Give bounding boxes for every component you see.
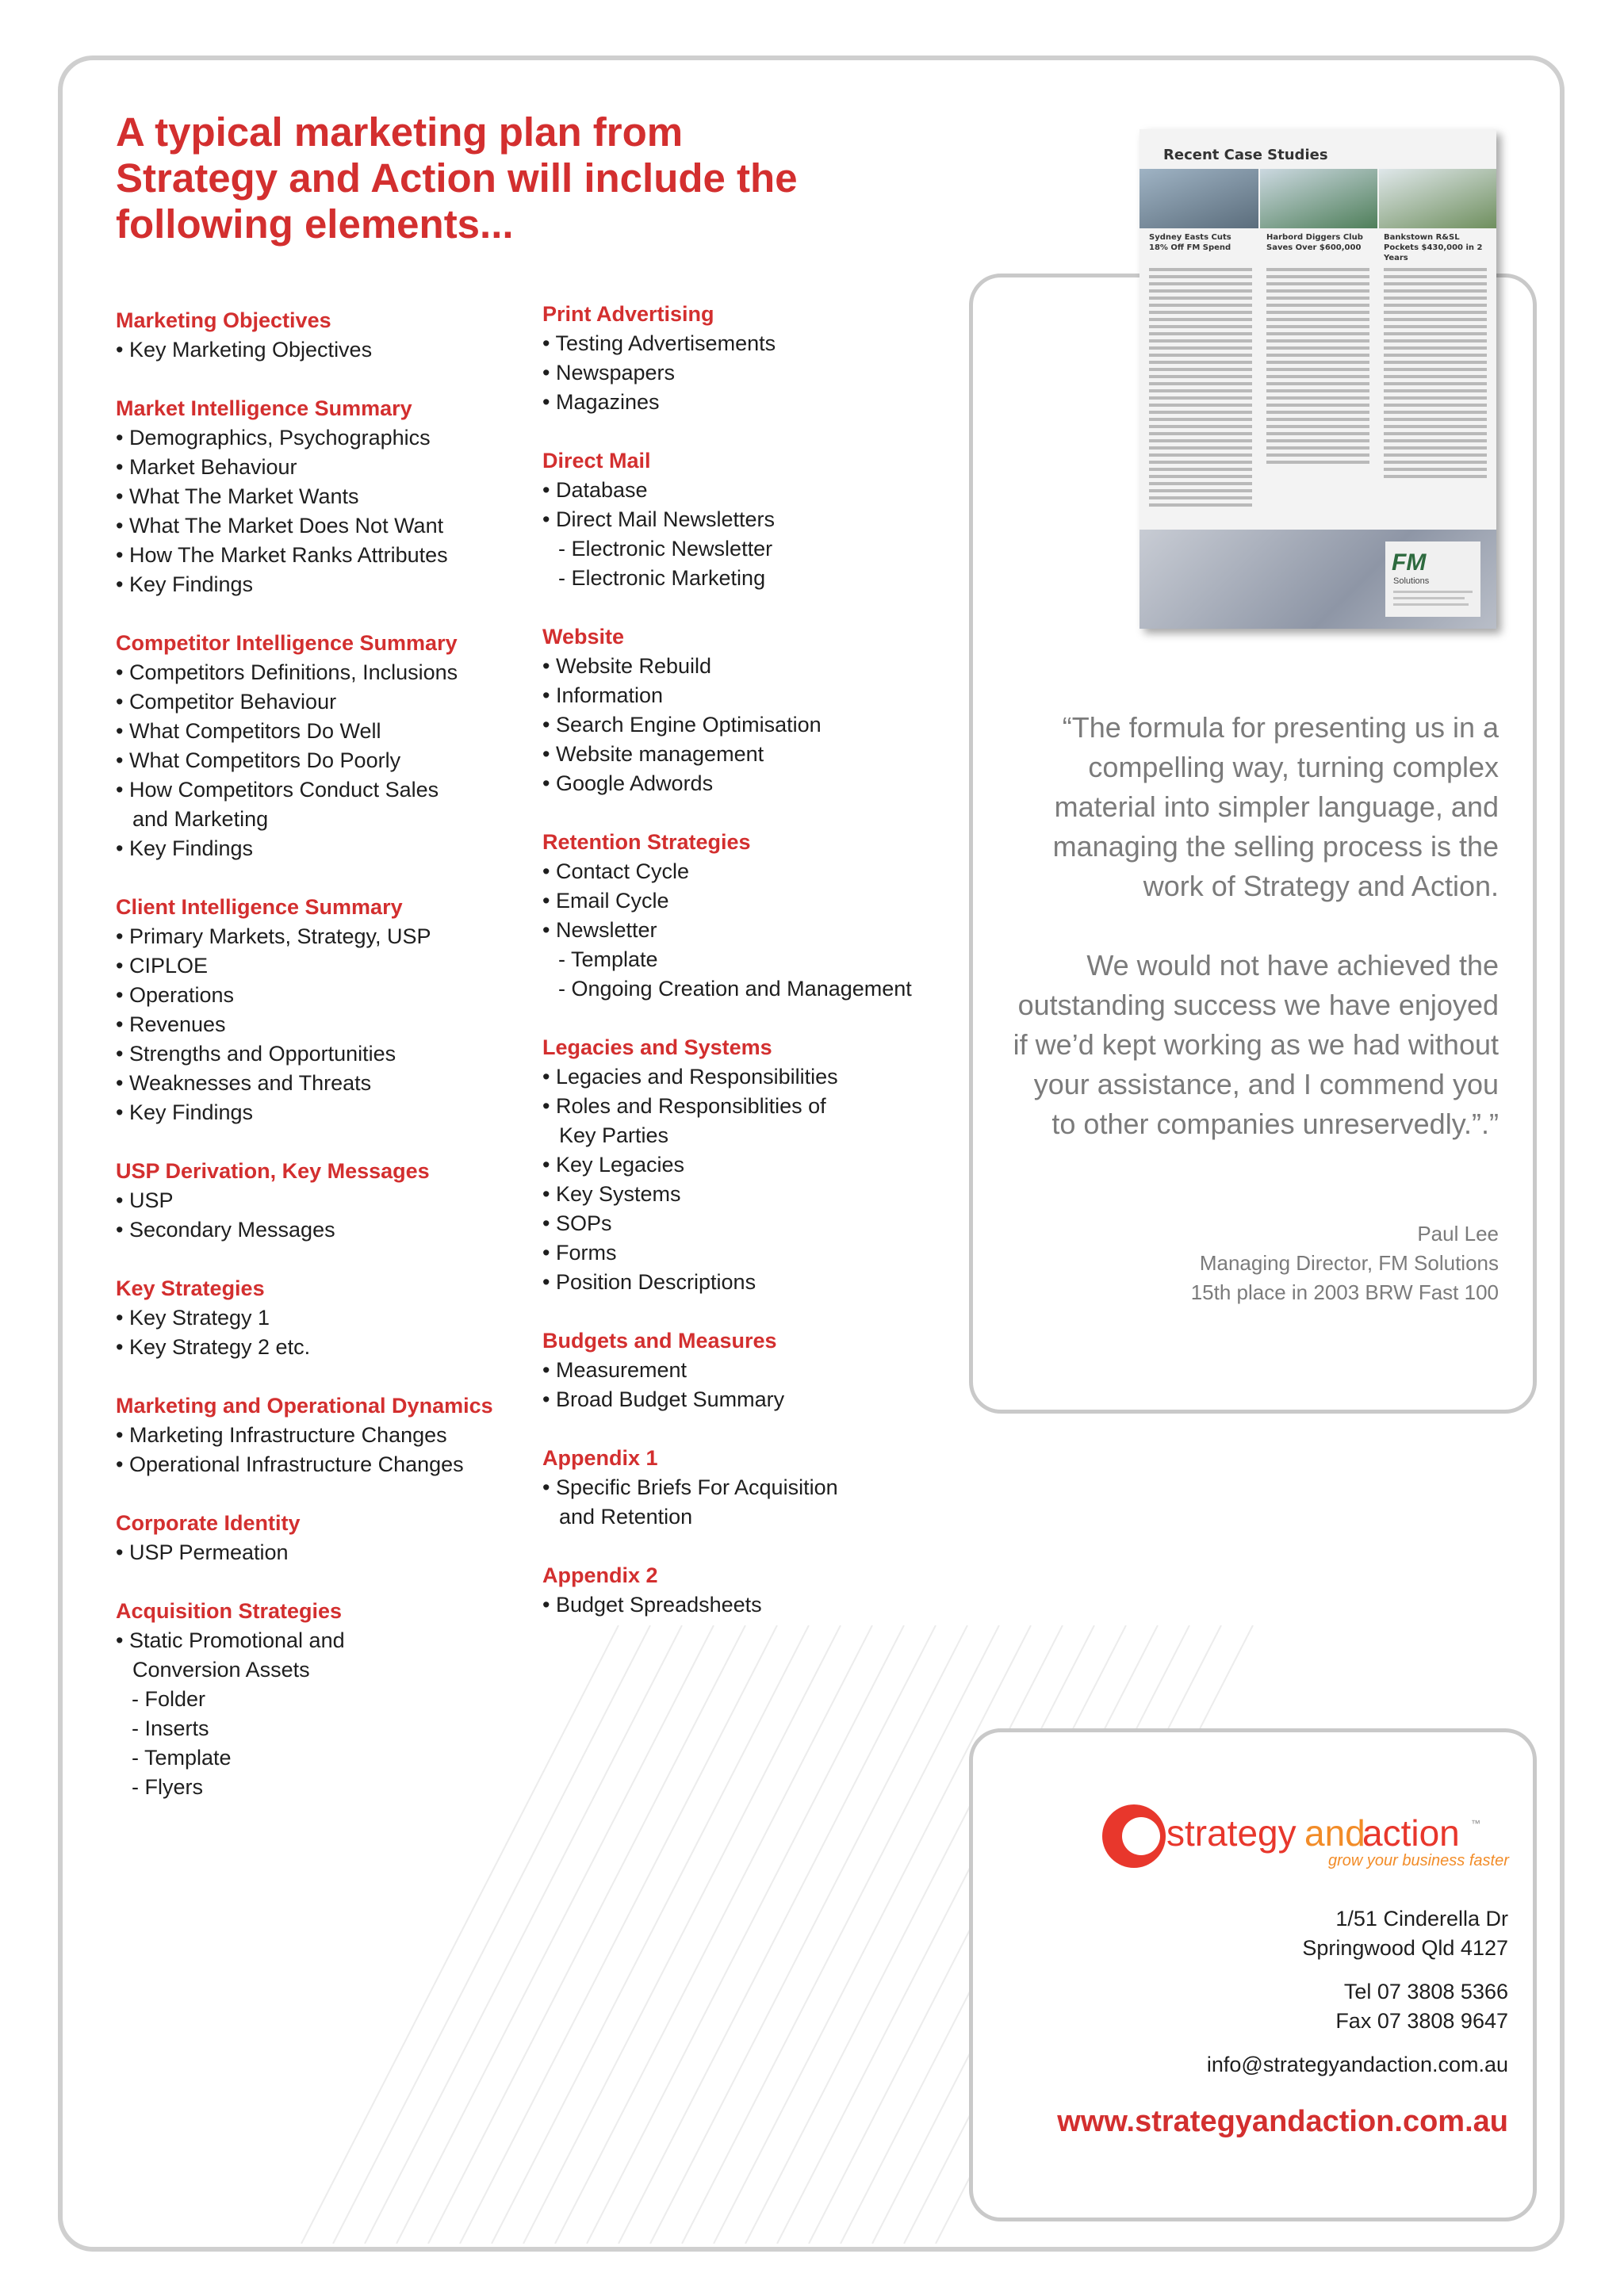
list-item: • What Competitors Do Poorly bbox=[116, 748, 401, 772]
section-corporate-identity bbox=[116, 1509, 528, 1567]
section-legacies-systems bbox=[542, 1033, 955, 1297]
logo-tagline: grow your business faster bbox=[1328, 1852, 1509, 1869]
list-item: - Flyers bbox=[132, 1775, 203, 1799]
logo-tm: ™ bbox=[1471, 1818, 1480, 1829]
list-item: • Key Systems bbox=[542, 1182, 681, 1206]
list-item: • What Competitors Do Well bbox=[116, 719, 381, 743]
logo-word-action: action bbox=[1362, 1812, 1460, 1854]
case-body-text bbox=[1149, 268, 1252, 511]
section-title: Competitor Intelligence Summary bbox=[116, 631, 458, 655]
list-item: - Template bbox=[132, 1746, 232, 1770]
list-item: • Primary Markets, Strategy, USP bbox=[116, 924, 431, 948]
section-title: Acquisition Strategies bbox=[116, 1599, 343, 1623]
left-column bbox=[116, 306, 528, 1831]
section-title: Appendix 2 bbox=[542, 1563, 658, 1587]
list-item: • Google Adwords bbox=[542, 771, 714, 795]
list-item: • Weaknesses and Threats bbox=[116, 1071, 372, 1095]
section-client-intelligence bbox=[116, 893, 528, 1127]
section-title: Print Advertising bbox=[542, 302, 714, 326]
section-competitor-intelligence bbox=[116, 629, 528, 863]
section-title: Website bbox=[542, 625, 625, 649]
case-headline: Bankstown R&SL Pockets $430,000 in 2 Years bbox=[1384, 233, 1483, 262]
strategyandaction-logo bbox=[1098, 1798, 1511, 1885]
photo-building-3 bbox=[1379, 169, 1496, 228]
list-item: • What The Market Wants bbox=[116, 484, 359, 508]
list-item: • Broad Budget Summary bbox=[542, 1387, 785, 1411]
list-item: • Static Promotional and bbox=[116, 1628, 345, 1652]
list-item: • Newsletter bbox=[542, 918, 657, 942]
list-item: • SOPs bbox=[542, 1211, 612, 1235]
section-appendix-2 bbox=[542, 1561, 955, 1620]
list-item: • Key Findings bbox=[116, 1100, 254, 1124]
list-item: • Secondary Messages bbox=[116, 1218, 335, 1242]
list-item: and Marketing bbox=[132, 807, 269, 831]
list-item: • Key Findings bbox=[116, 572, 254, 596]
list-item: • Website management bbox=[542, 742, 764, 766]
list-item: • Email Cycle bbox=[542, 889, 669, 913]
list-item: • Legacies and Responsibilities bbox=[542, 1065, 838, 1089]
list-item: • Specific Briefs For Acquisition bbox=[542, 1475, 838, 1499]
list-item: Key Parties bbox=[559, 1123, 669, 1147]
section-retention-strategies bbox=[542, 828, 955, 1004]
list-item: • Roles and Responsiblities of bbox=[542, 1094, 826, 1118]
case-headline: Sydney Easts Cuts 18% Off FM Spend bbox=[1149, 233, 1231, 252]
list-item: • Direct Mail Newsletters bbox=[542, 507, 776, 531]
list-item: • Budget Spreadsheets bbox=[542, 1593, 762, 1617]
list-item: • Newspapers bbox=[542, 361, 676, 385]
list-item: - Template bbox=[558, 947, 658, 971]
address-line-1: 1/51 Cinderella Dr bbox=[1335, 1907, 1508, 1931]
logo-word-strategy: strategy bbox=[1166, 1812, 1297, 1854]
list-item: • Key Strategy 1 bbox=[116, 1306, 270, 1330]
list-item: Conversion Assets bbox=[132, 1658, 310, 1682]
list-item: • Competitor Behaviour bbox=[116, 690, 337, 714]
section-print-advertising bbox=[542, 300, 955, 417]
section-title: Legacies and Systems bbox=[542, 1035, 772, 1059]
contact-details bbox=[1110, 1904, 1508, 2080]
list-item: • Key Marketing Objectives bbox=[116, 338, 373, 362]
address-line-2: Springwood Qld 4127 bbox=[1302, 1936, 1508, 1960]
section-budgets-measures bbox=[542, 1326, 955, 1414]
section-website bbox=[542, 622, 955, 798]
list-item: - Electronic Marketing bbox=[558, 566, 766, 590]
attribution-name: Paul Lee bbox=[1417, 1222, 1499, 1246]
section-title: Retention Strategies bbox=[542, 830, 751, 854]
case-headline: Harbord Diggers Club Saves Over $600,000 bbox=[1266, 233, 1363, 252]
list-item: • Key Strategy 2 etc. bbox=[116, 1335, 311, 1359]
page-title: A typical marketing plan from Strategy and Action will include the following elements... bbox=[116, 109, 798, 247]
section-appendix-1 bbox=[542, 1444, 955, 1532]
section-title: Corporate Identity bbox=[116, 1511, 301, 1535]
list-item: • Position Descriptions bbox=[542, 1270, 756, 1294]
case-body-text bbox=[1384, 268, 1487, 482]
quote-paragraph-1: “The formula for presenting us in a compelling way, turning complex material into simpler language, and managing the selling process is the work of Strategy and Action. bbox=[1052, 711, 1499, 902]
section-usp-derivation bbox=[116, 1157, 528, 1245]
middle-column bbox=[542, 300, 955, 1649]
attribution-note: 15th place in 2003 BRW Fast 100 bbox=[1190, 1280, 1499, 1304]
photo-building-1 bbox=[1139, 169, 1258, 228]
list-item: - Folder bbox=[132, 1687, 206, 1711]
list-item: • Search Engine Optimisation bbox=[542, 713, 822, 737]
list-item: • Competitors Definitions, Inclusions bbox=[116, 660, 458, 684]
fm-solutions-logo bbox=[1385, 541, 1480, 617]
fax-number: Fax 07 3808 9647 bbox=[1335, 2009, 1508, 2033]
testimonial-attribution bbox=[1007, 1219, 1499, 1307]
list-item: • Key Legacies bbox=[542, 1153, 685, 1177]
section-title: Appendix 1 bbox=[542, 1446, 658, 1470]
section-acquisition-strategies bbox=[116, 1597, 528, 1802]
section-market-intelligence bbox=[116, 394, 528, 599]
section-operational-dynamics bbox=[116, 1391, 528, 1479]
fm-logo-text: FM bbox=[1392, 549, 1427, 576]
fm-logo-sub: Solutions bbox=[1393, 576, 1430, 586]
section-key-strategies bbox=[116, 1274, 528, 1362]
photo-building-2 bbox=[1260, 169, 1377, 228]
section-title: Budgets and Measures bbox=[542, 1329, 777, 1353]
list-item: - Inserts bbox=[132, 1716, 209, 1740]
list-item: • Operational Infrastructure Changes bbox=[116, 1452, 464, 1476]
website-link[interactable]: www.strategyandaction.com.au bbox=[1057, 2105, 1508, 2138]
section-title: Market Intelligence Summary bbox=[116, 396, 412, 420]
section-title: Key Strategies bbox=[116, 1276, 265, 1300]
list-item: • USP bbox=[116, 1188, 174, 1212]
section-marketing-objectives bbox=[116, 306, 528, 365]
section-title: Marketing Objectives bbox=[116, 308, 331, 332]
list-item: • How The Market Ranks Attributes bbox=[116, 543, 448, 567]
list-item: and Retention bbox=[559, 1505, 693, 1529]
testimonial-quote bbox=[1007, 708, 1499, 1144]
list-item: • USP Permeation bbox=[116, 1540, 289, 1564]
list-item: • Website Rebuild bbox=[542, 654, 712, 678]
email-address[interactable]: info@strategyandaction.com.au bbox=[1206, 2053, 1508, 2076]
list-item: • Contact Cycle bbox=[542, 859, 690, 883]
list-item: • Information bbox=[542, 683, 664, 707]
list-item: • Demographics, Psychographics bbox=[116, 426, 431, 450]
list-item: • Measurement bbox=[542, 1358, 688, 1382]
case-study-title: Recent Case Studies bbox=[1163, 147, 1328, 163]
section-title: Client Intelligence Summary bbox=[116, 895, 403, 919]
list-item: • Forms bbox=[542, 1241, 617, 1265]
section-title: USP Derivation, Key Messages bbox=[116, 1159, 430, 1183]
logo-word-and: and bbox=[1304, 1812, 1365, 1854]
list-item: • Key Findings bbox=[116, 836, 254, 860]
case-body-text bbox=[1266, 268, 1369, 468]
list-item: • Marketing Infrastructure Changes bbox=[116, 1423, 447, 1447]
list-item: • Database bbox=[542, 478, 648, 502]
list-item: - Electronic Newsletter bbox=[558, 537, 773, 561]
phone-number: Tel 07 3808 5366 bbox=[1343, 1980, 1508, 2003]
quote-paragraph-2: We would not have achieved the outstanding success we have enjoyed if we’d kept working as we had without your assistance, and I commend you to other companies unreservedly.”.” bbox=[1013, 949, 1499, 1140]
list-item: - Ongoing Creation and Management bbox=[558, 977, 912, 1001]
list-item: • Testing Advertisements bbox=[542, 331, 776, 355]
case-study-thumbnail bbox=[1139, 129, 1496, 629]
list-item: • Strengths and Opportunities bbox=[116, 1042, 396, 1066]
attribution-role: Managing Director, FM Solutions bbox=[1199, 1251, 1499, 1275]
section-title: Direct Mail bbox=[542, 449, 651, 473]
list-item: • Market Behaviour bbox=[116, 455, 297, 479]
list-item: • Revenues bbox=[116, 1012, 226, 1036]
list-item: • Operations bbox=[116, 983, 235, 1007]
section-direct-mail bbox=[542, 446, 955, 593]
list-item: • CIPLOE bbox=[116, 954, 208, 978]
list-item: • Magazines bbox=[542, 390, 660, 414]
list-item: • How Competitors Conduct Sales bbox=[116, 778, 439, 802]
section-title: Marketing and Operational Dynamics bbox=[116, 1394, 493, 1418]
list-item: • What The Market Does Not Want bbox=[116, 514, 444, 538]
